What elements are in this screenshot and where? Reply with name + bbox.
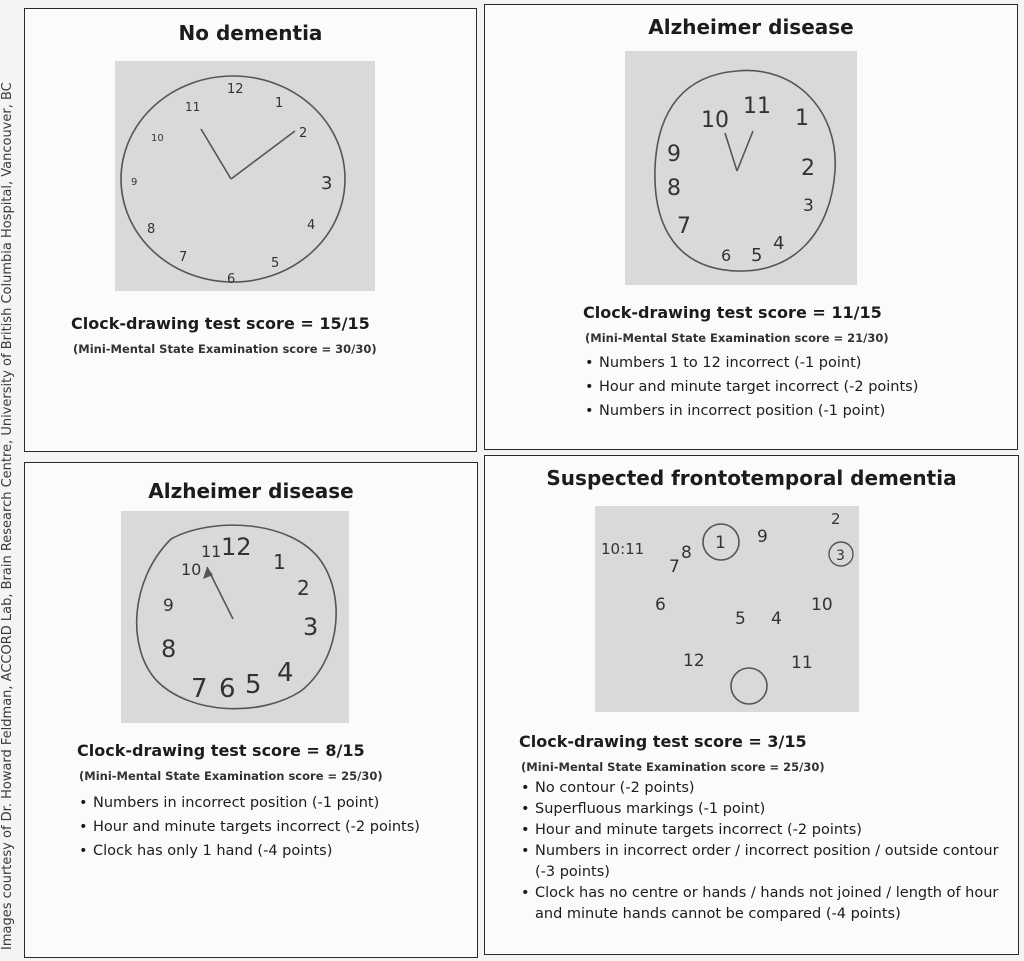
clock-number: 4 <box>771 609 782 629</box>
clock-number: 5 <box>271 256 280 271</box>
clock-drawing <box>121 511 349 723</box>
deduction-item: • Numbers in incorrect order / incorrect position / outside contour (-3 points) <box>519 841 1007 883</box>
clock-number: 1 <box>715 533 726 553</box>
clock-number: 3 <box>303 613 319 641</box>
clock-drawing <box>595 506 859 712</box>
clock-score: Clock-drawing test score = 8/15 <box>77 741 365 760</box>
deduction-item: • No contour (-2 points) <box>519 778 1007 799</box>
clock-number: 8 <box>147 222 156 237</box>
panel-title: No dementia <box>178 21 323 45</box>
clock-number: 7 <box>191 674 208 704</box>
panel-alzheimer-1 <box>484 4 1018 450</box>
deduction-item: • Clock has only 1 hand (-4 points) <box>77 839 420 863</box>
clock-number: 3 <box>321 173 333 194</box>
mmse-score: (Mini-Mental State Examination score = 30/30) <box>73 342 377 356</box>
clock-number: 10 <box>151 133 164 144</box>
clock-number: 10 <box>181 560 202 579</box>
clock-number: 5 <box>735 609 746 629</box>
clock-number: 9 <box>757 527 768 547</box>
clock-number: 1 <box>795 106 809 131</box>
clock-contour <box>121 76 345 282</box>
clock-number: 4 <box>277 658 294 688</box>
clock-number: 11 <box>791 653 813 673</box>
deduction-list <box>77 791 420 863</box>
clock-number: 11 <box>185 100 201 114</box>
panel-title: Alzheimer disease <box>148 479 354 503</box>
clock-number: 8 <box>681 543 692 563</box>
clock-number: 7 <box>669 557 680 577</box>
deduction-list <box>519 778 1007 925</box>
panel-title: Alzheimer disease <box>648 15 854 39</box>
clock-number: 10:11 <box>601 540 645 558</box>
panel-frontotemporal <box>484 455 1019 955</box>
deduction-item: • Numbers 1 to 12 incorrect (-1 point) <box>583 351 918 375</box>
clock-number: 5 <box>751 245 763 266</box>
clock-number: 2 <box>299 126 308 141</box>
clock-number: 12 <box>227 82 244 97</box>
clock-number: 9 <box>667 142 681 167</box>
deduction-item: • Superfluous markings (-1 point) <box>519 799 1007 820</box>
clock-score: Clock-drawing test score = 3/15 <box>519 732 807 751</box>
clock-number: 10 <box>701 108 729 133</box>
clock-number: 6 <box>219 674 236 704</box>
clock-hand <box>725 133 737 171</box>
clock-number: 4 <box>773 233 785 254</box>
deduction-item: • Numbers in incorrect position (-1 point) <box>583 399 918 423</box>
clock-number: 8 <box>161 635 177 663</box>
clock-number: 2 <box>801 156 815 181</box>
image-credit: Images courtesy of Dr. Howard Feldman, ACCORD Lab, Brain Research Centre, University of British Columbia Hospital, Vancouver, BC <box>0 82 15 950</box>
clock-drawing <box>115 61 375 291</box>
clock-number: 1 <box>275 96 284 111</box>
clock-number: 7 <box>179 250 188 265</box>
clock-number: 11 <box>743 94 771 119</box>
clock-number: 3 <box>803 196 814 216</box>
clock-number: 1 <box>273 550 286 574</box>
clock-number: 9 <box>131 177 138 188</box>
deduction-item: • Hour and minute targets incorrect (-2 points) <box>519 820 1007 841</box>
clock-number: 2 <box>297 576 310 600</box>
clock-number: 6 <box>721 246 732 265</box>
panel-title: Suspected frontotemporal dementia <box>546 466 957 490</box>
clock-hand <box>231 131 295 179</box>
mmse-score: (Mini-Mental State Examination score = 25/30) <box>79 769 383 783</box>
deduction-item: • Clock has no centre or hands / hands not joined / length of hour and minute hands cannot be compared (-4 points) <box>519 883 1007 925</box>
clock-number: 12 <box>221 533 252 561</box>
clock-number: 7 <box>677 214 691 239</box>
panel-alzheimer-2 <box>24 462 478 958</box>
clock-score: Clock-drawing test score = 15/15 <box>71 314 370 333</box>
clock-drawing <box>625 51 857 285</box>
clock-number: 11 <box>201 542 222 561</box>
deduction-list <box>583 351 918 423</box>
clock-number: 12 <box>683 651 705 671</box>
clock-number: 6 <box>227 272 236 287</box>
clock-number: 8 <box>667 176 681 201</box>
clock-hand <box>201 129 231 179</box>
deduction-item: • Hour and minute targets incorrect (-2 points) <box>77 815 420 839</box>
clock-number: 3 <box>836 548 845 564</box>
deduction-item: • Hour and minute target incorrect (-2 points) <box>583 375 918 399</box>
mmse-score: (Mini-Mental State Examination score = 21/30) <box>585 331 889 345</box>
panel-no-dementia <box>24 8 477 452</box>
clock-number: 2 <box>831 510 841 528</box>
clock-number: 5 <box>245 670 262 700</box>
clock-number: 10 <box>811 595 833 615</box>
clock-number: 9 <box>163 596 174 616</box>
mmse-score: (Mini-Mental State Examination score = 25/30) <box>521 760 825 774</box>
deduction-item: • Numbers in incorrect position (-1 point) <box>77 791 420 815</box>
clock-number: 6 <box>655 595 666 615</box>
clock-score: Clock-drawing test score = 11/15 <box>583 303 882 322</box>
clock-number: 4 <box>307 218 316 233</box>
clock-hand <box>737 131 753 171</box>
